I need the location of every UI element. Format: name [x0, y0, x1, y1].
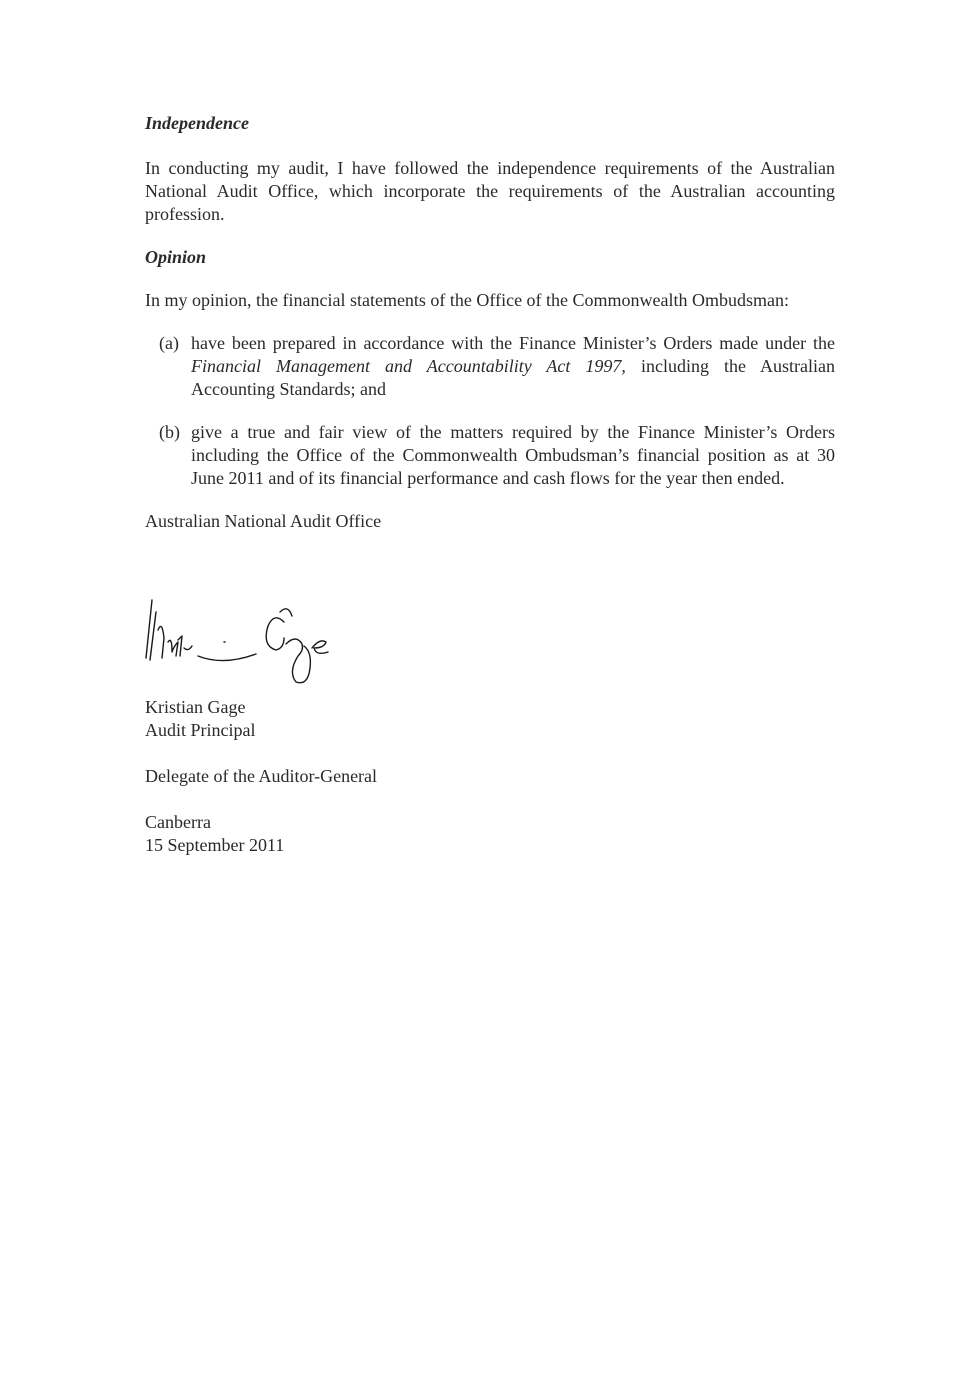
city: Canberra [145, 812, 211, 832]
independence-paragraph: In conducting my audit, I have followed the independence requirements of the Australian National Audit Office, which incorporate the requirements of the Australian accounting profession. [145, 158, 835, 224]
list-marker-b: (b) [159, 422, 180, 442]
list-item-a-text-part1: have been prepared in accordance with the Finance Minister’s Orders made under the [191, 333, 835, 353]
organisation-name: Australian National Audit Office [145, 511, 382, 531]
signatory-name: Kristian Gage [145, 697, 246, 717]
independence-heading: Independence [145, 113, 249, 133]
signatory-title: Audit Principal [145, 720, 256, 740]
list-item-a-text-part2: including the Australian Accounting Standards; and [191, 356, 836, 399]
list-item [159, 332, 835, 401]
act-title: Financial Management and Accountability Act 1997, [191, 356, 626, 376]
delegate-line: Delegate of the Auditor-General [145, 766, 378, 786]
signature [128, 590, 348, 690]
report-body [145, 112, 835, 857]
list-marker-a: (a) [159, 333, 179, 353]
list-item-b-text: give a true and fair view of the matters required by the Finance Minister’s Orders including the Office of the Commonwealth Ombudsman’s financial position as at 30 June 2011 and of its financial performance and cash flows for the year then ended. [191, 422, 835, 488]
list-item-a-text [191, 332, 835, 401]
opinion-list [145, 332, 835, 490]
date: 15 September 2011 [145, 835, 285, 855]
opinion-intro: In my opinion, the financial statements of the Office of the Commonwealth Ombudsman: [145, 290, 790, 310]
opinion-heading: Opinion [145, 247, 207, 267]
list-item [159, 421, 835, 490]
